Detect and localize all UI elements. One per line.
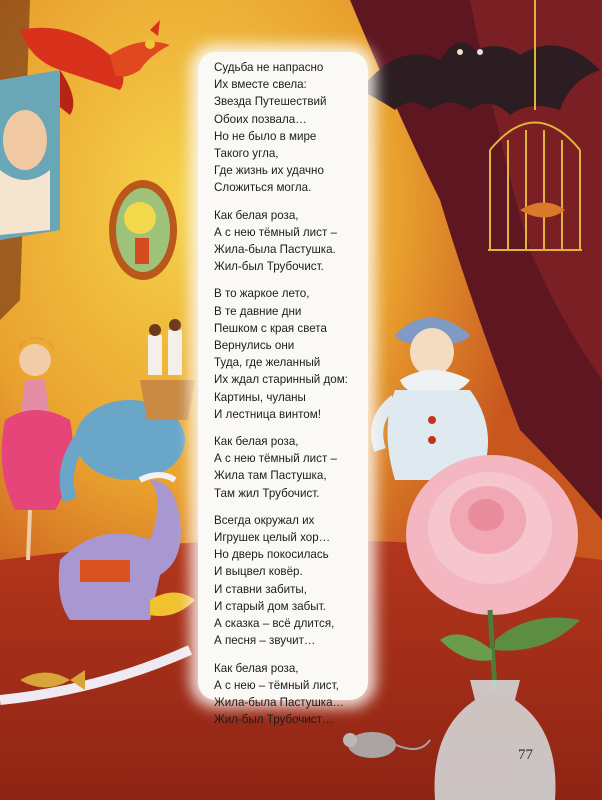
poem-line: Такого угла, [214,147,279,161]
framed-painting [109,180,177,280]
poem-line: Там жил Трубочист. [214,486,320,500]
poem-line: Их ждал старинный дом: [214,373,348,387]
poem-line: Туда, где желанный [214,356,321,370]
poem-line: Вернулись они [214,339,295,353]
poem-line: Жил-был Трубочист. [214,260,324,274]
poem-line: Звезда Путешествий [214,95,327,109]
poem-line: Жила-была Пастушка… [214,695,345,709]
lady-portrait [0,70,60,240]
poem-line: А с нею тёмный лист – [214,452,337,466]
poem-line: Обоих позвала… [214,112,307,126]
poem-line: И ставни забиты, [214,582,307,596]
stanza-5 [214,512,374,650]
poem-line: Как белая роза, [214,435,299,449]
poem-line: А с нею тёмный лист – [214,225,337,239]
poem-line: В те давние дни [214,304,302,318]
poem-line: Как белая роза, [214,661,299,675]
poem-line: Игрушек целый хор… [214,531,331,545]
stanza-1 [214,59,374,197]
poem-line: Жила там Пастушка, [214,469,327,483]
poem-line: А с нею – тёмный лист, [214,678,339,692]
poem-line: Но не было в мире [214,129,317,143]
stanza-4 [214,433,374,502]
page-number: 77 [518,747,533,763]
stanza-3 [214,285,374,423]
poem-line: И лестница винтом! [214,407,321,421]
poem-line: Как белая роза, [214,208,299,222]
poem-line: А песня – звучит… [214,634,316,648]
poem-line: Всегда окружал их [214,513,315,527]
poem-line: Судьба не напрасно [214,61,324,74]
poem-line: Жил-был Трубочист… [214,713,334,727]
stanza-6 [214,660,374,729]
poem-line: Но дверь покосилась [214,548,329,562]
poem-line: Картины, чуланы [214,390,306,404]
poem-line: В то жаркое лето, [214,287,310,301]
poem-line: И старый дом забыт. [214,599,326,613]
poem-line: Пешком с края света [214,321,327,335]
stanza-2 [214,207,374,276]
poem-line: Сложиться могла. [214,181,312,195]
poem-line: Жила-была Пастушка. [214,243,336,257]
poem [214,59,374,738]
poem-line: Их вместе свела: [214,78,307,92]
poem-line: И выцвел ковёр. [214,565,303,579]
poem-line: А сказка – всё длится, [214,617,335,631]
poem-line: Где жизнь их удачно [214,164,324,178]
